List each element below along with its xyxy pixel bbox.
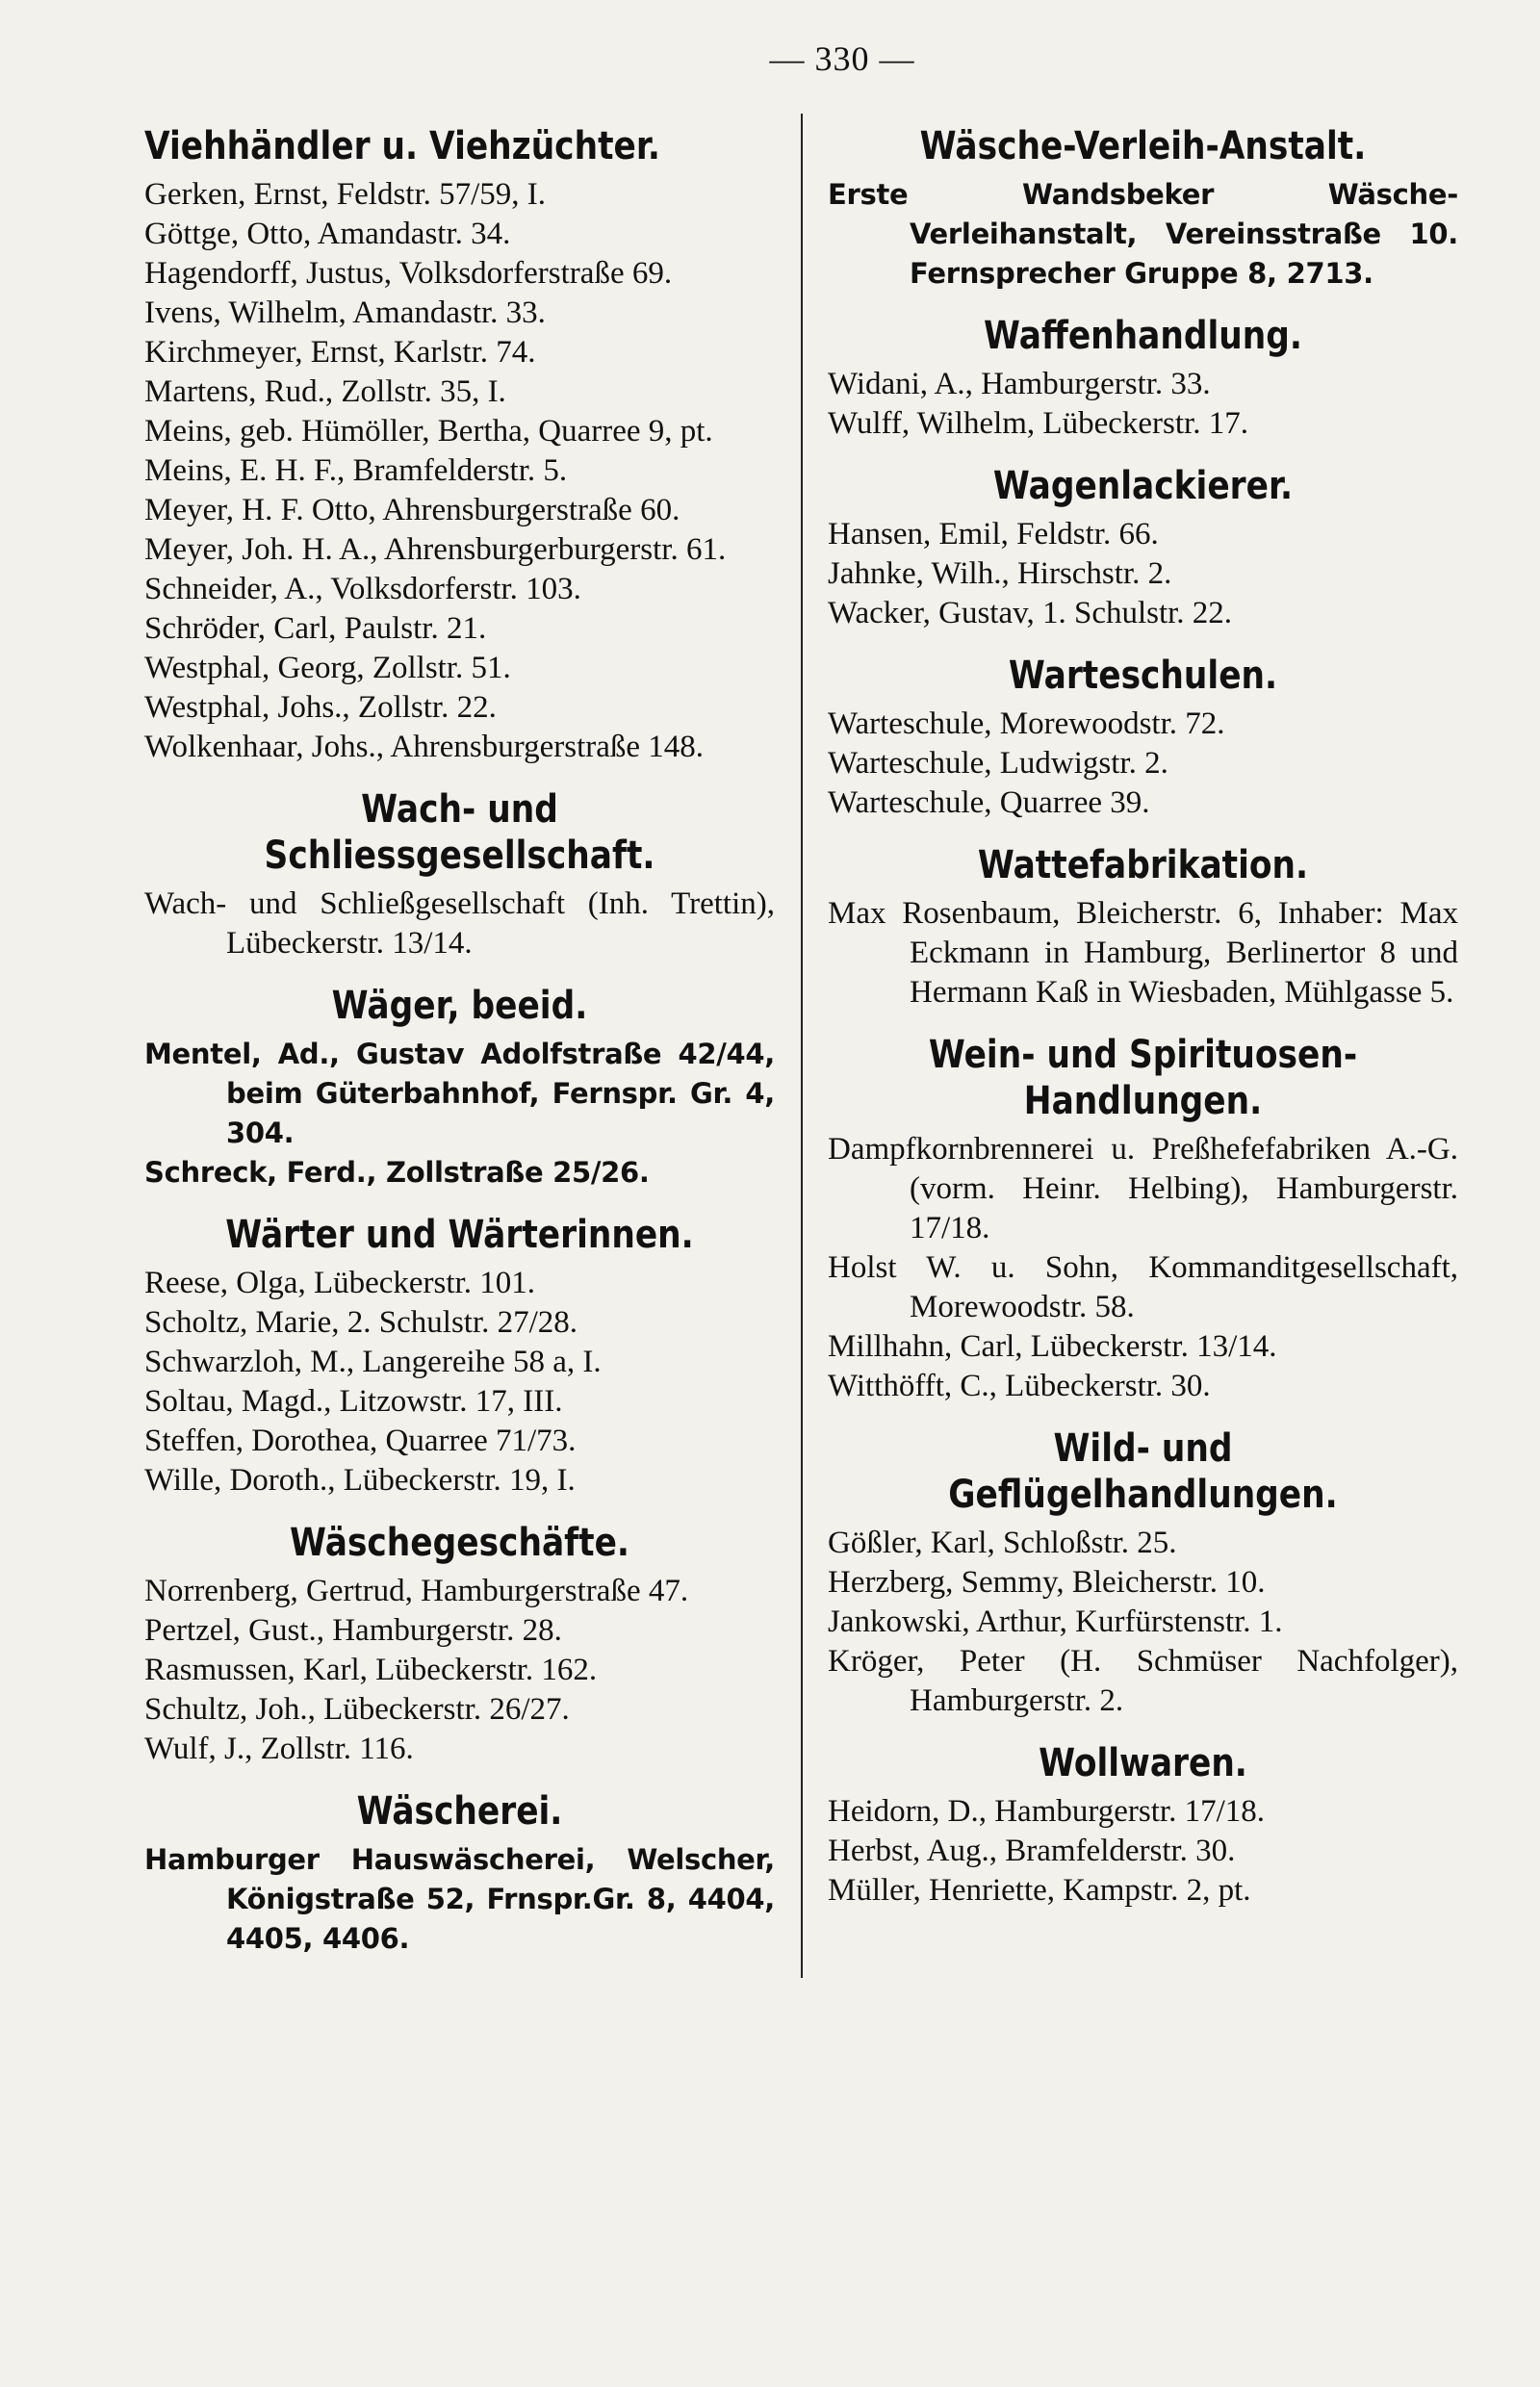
directory-entry: Max Rosenbaum, Bleicherstr. 6, Inhaber: Max Eckmann in Hamburg, Berlinertor 8 und Hermann Kaß in Wiesbaden, Mühlgasse 5. <box>828 896 1458 1010</box>
directory-entry: Schwarzloh, M., Langereihe 58 a, I. <box>144 1345 602 1379</box>
directory-entry: Müller, Henriette, Kampstr. 2, pt. <box>828 1873 1251 1908</box>
section-heading: Wäsche-Verleih-Anstalt. <box>919 124 1367 168</box>
directory-entry: Gößler, Karl, Schloßstr. 25. <box>828 1526 1177 1560</box>
directory-entry: Jankowski, Arthur, Kurfürstenstr. 1. <box>828 1604 1283 1639</box>
directory-entry: Hagendorff, Justus, Volksdorferstraße 69. <box>144 256 673 291</box>
directory-entry: Reese, Olga, Lübeckerstr. 101. <box>144 1266 535 1300</box>
directory-entry: Herbst, Aug., Bramfelderstr. 30. <box>828 1834 1236 1868</box>
directory-entry: Millhahn, Carl, Lübeckerstr. 13/14. <box>828 1329 1277 1364</box>
directory-section <box>144 1212 775 1501</box>
directory-entry: Holst W. u. Sohn, Kommanditgesellschaft, Morewoodstr. 58. <box>828 1250 1458 1324</box>
section-heading: Wagenlackierer. <box>992 464 1294 508</box>
section-heading: Viehhändler u. Viehzüchter. <box>144 124 660 168</box>
section-heading: Wärter und Wärterinnen. <box>225 1213 694 1257</box>
directory-section <box>828 842 1458 1013</box>
directory-entry: Jahnke, Wilh., Hirschstr. 2. <box>828 556 1172 591</box>
directory-entry: Wulf, J., Zollstr. 116. <box>144 1732 414 1766</box>
directory-entry: Heidorn, D., Hamburgerstr. 17/18. <box>828 1794 1265 1829</box>
columns <box>144 114 1473 1978</box>
directory-entry: Wacker, Gustav, 1. Schulstr. 22. <box>828 596 1233 630</box>
directory-entry: Schröder, Carl, Paulstr. 21. <box>144 611 487 646</box>
directory-section <box>828 1425 1458 1721</box>
directory-entry: Wille, Doroth., Lübeckerstr. 19, I. <box>144 1463 576 1498</box>
directory-section <box>828 653 1458 823</box>
directory-entry: Mentel, Ad., Gustav Adolfstraße 42/44, beim Güterbahnhof, Fernspr. Gr. 4, 304. <box>144 1038 775 1149</box>
directory-section <box>828 313 1458 444</box>
right-column <box>828 114 1458 1978</box>
directory-entry: Warteschule, Ludwigstr. 2. <box>828 746 1168 781</box>
directory-entry: Martens, Rud., Zollstr. 35, I. <box>144 374 506 409</box>
section-heading: Warteschulen. <box>1008 654 1278 698</box>
directory-entry: Meins, E. H. F., Bramfelderstr. 5. <box>144 453 568 488</box>
directory-entry: Hamburger Hauswäscherei, Welscher, Königstraße 52, Frnspr.Gr. 8, 4404, 4405, 4406. <box>144 1843 775 1955</box>
section-heading: Wattefabrikation. <box>977 843 1309 887</box>
directory-section <box>144 1788 775 1959</box>
directory-entry: Wulff, Wilhelm, Lübeckerstr. 17. <box>828 406 1248 441</box>
directory-entry: Meyer, Joh. H. A., Ahrensburgerburgerstr. 61. <box>144 532 727 567</box>
directory-entry: Steffen, Dorothea, Quarree 71/73. <box>144 1424 577 1458</box>
directory-entry: Meyer, H. F. Otto, Ahrensburgerstraße 60. <box>144 493 680 527</box>
directory-section <box>144 123 775 767</box>
section-heading: Wäscherei. <box>356 1789 563 1834</box>
directory-entry: Rasmussen, Karl, Lübeckerstr. 162. <box>144 1653 598 1687</box>
directory-section <box>828 123 1458 294</box>
directory-section <box>144 983 775 1193</box>
directory-entry: Kröger, Peter (H. Schmüser Nachfolger), Hamburgerstr. 2. <box>828 1644 1458 1718</box>
section-heading: Wach- und Schliessgesellschaft. <box>264 787 655 878</box>
directory-section <box>828 1740 1458 1911</box>
directory-entry: Wach- und Schließgesellschaft (Inh. Trettin), Lübeckerstr. 13/14. <box>144 886 775 961</box>
directory-section <box>144 786 775 963</box>
section-heading: Wäger, beeid. <box>331 984 588 1028</box>
directory-entry: Westphal, Johs., Zollstr. 22. <box>144 690 497 725</box>
directory-entry: Schneider, A., Volksdorferstr. 103. <box>144 572 581 606</box>
directory-entry: Erste Wandsbeker Wäsche-Verleihanstalt, Vereinsstraße 10. Fernsprecher Gruppe 8, 2713. <box>828 178 1458 290</box>
directory-entry: Dampfkornbrennerei u. Preßhefefabriken A.-G. (vorm. Heinr. Helbing), Hamburgerstr. 17/18. <box>828 1132 1458 1245</box>
directory-entry: Warteschule, Morewoodstr. 72. <box>828 706 1225 741</box>
directory-entry: Warteschule, Quarree 39. <box>828 785 1150 820</box>
directory-section <box>144 1520 775 1769</box>
directory-entry: Schreck, Ferd., Zollstraße 25/26. <box>144 1156 650 1189</box>
section-heading: Wein- und Spirituosen- Handlungen. <box>928 1033 1358 1123</box>
directory-entry: Ivens, Wilhelm, Amandastr. 33. <box>144 295 546 330</box>
directory-entry: Soltau, Magd., Litzowstr. 17, III. <box>144 1384 563 1419</box>
section-heading: Wild- und Geflügelhandlungen. <box>948 1426 1338 1517</box>
directory-entry: Kirchmeyer, Ernst, Karlstr. 74. <box>144 335 536 370</box>
section-heading: Wollwaren. <box>1039 1741 1247 1785</box>
directory-entry: Meins, geb. Hümöller, Bertha, Quarree 9, pt. <box>144 414 713 449</box>
directory-entry: Wolkenhaar, Johs., Ahrensburgerstraße 148. <box>144 730 705 764</box>
directory-entry: Scholtz, Marie, 2. Schulstr. 27/28. <box>144 1305 578 1340</box>
directory-section <box>828 463 1458 633</box>
section-heading: Wäschegeschäfte. <box>290 1521 629 1565</box>
directory-entry: Gerken, Ernst, Feldstr. 57/59, I. <box>144 177 547 212</box>
directory-entry: Westphal, Georg, Zollstr. 51. <box>144 651 511 685</box>
directory-entry: Norrenberg, Gertrud, Hamburgerstraße 47. <box>144 1574 689 1608</box>
directory-entry: Herzberg, Semmy, Bleicherstr. 10. <box>828 1565 1266 1600</box>
directory-entry: Widani, A., Hamburgerstr. 33. <box>828 367 1211 401</box>
left-column <box>144 114 775 1978</box>
section-heading: Waffenhandlung. <box>984 314 1302 358</box>
directory-entry: Schultz, Joh., Lübeckerstr. 26/27. <box>144 1692 570 1727</box>
directory-section <box>828 1032 1458 1406</box>
directory-entry: Witthöfft, C., Lübeckerstr. 30. <box>828 1369 1211 1403</box>
column-divider <box>801 114 803 1978</box>
directory-entry: Göttge, Otto, Amandastr. 34. <box>144 217 511 251</box>
page-number: — 330 — <box>769 39 915 78</box>
directory-entry: Hansen, Emil, Feldstr. 66. <box>828 517 1159 552</box>
directory-entry: Pertzel, Gust., Hamburgerstr. 28. <box>144 1613 562 1648</box>
